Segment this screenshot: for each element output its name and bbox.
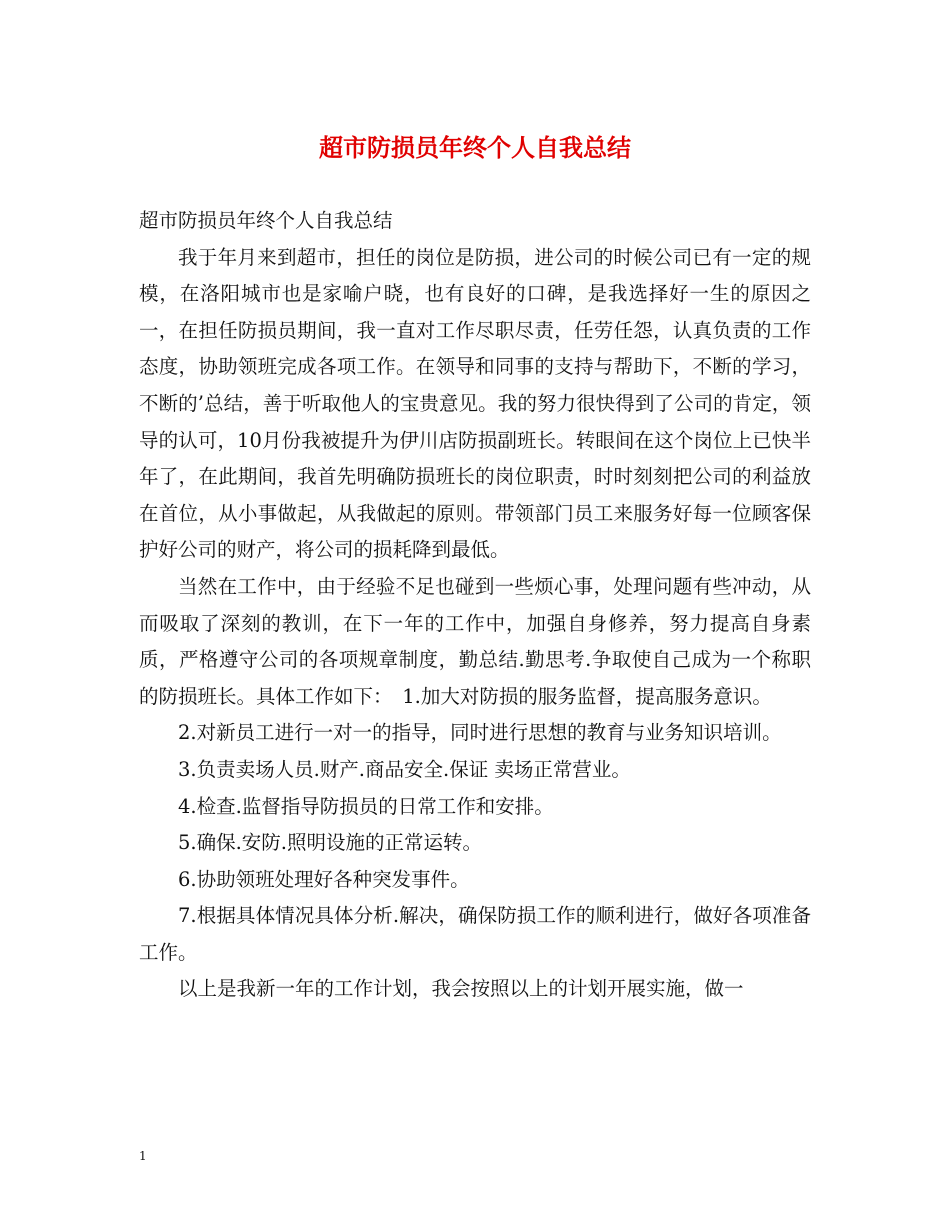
paragraph-8: 6.协助领班处理好各种突发事件。 <box>178 867 470 891</box>
paragraph-2: 我于年月来到超市，担任的岗位是防损，进公司的时候公司已有一定的规模，在洛阳城市也是家喻户晓，也有良好的口碑，是我选择好一生的原因之一，在担任防损员期间，我一直对工作尽职尽责，任劳任怨，认真负责的工作态度，协助领班完成各项工作。在领导和同事的支持与帮助下，不断的学习，不断的’总结，善于听取他人的宝贵意见。我的努力很快得到了公司的肯定，领导的认可，10月份我被提升为伊川店防损副班长。转眼间在这个岗位上已快半年了，在此期间，我首先明确防损班长的岗位职责，时时刻刻把公司的利益放在首位，从小事做起，从我做起的原则。带领部门员工来服务好每一位顾客保护好公司的财产，将公司的损耗降到最低。 <box>139 245 811 562</box>
paragraph-7: 5.确保.安防.照明设施的正常运转。 <box>178 831 483 855</box>
page-number: 1 <box>139 1149 147 1163</box>
document-title: 超市防损员年终个人自我总结 <box>319 133 631 162</box>
paragraph-6: 4.检查.监督指导防损员的日常工作和安排。 <box>178 794 554 818</box>
paragraph-9: 7.根据具体情况具体分析.解决，确保防损工作的顺利进行，做好各项准备工作。 <box>139 904 811 964</box>
paragraph-3: 当然在工作中，由于经验不足也碰到一些烦心事，处理问题有些冲动，从而吸取了深刻的教训，在下一年的工作中，加强自身修养，努力提高自身素质，严格遵守公司的各项规章制度，勤总结.勤思考.争取使自己成为一个称职的防损班长。具体工作如下： 1.加大对防损的服务监督，提高服务意识。 <box>139 574 811 708</box>
paragraph-10: 以上是我新一年的工作计划，我会按照以上的计划开展实施，做一 <box>178 977 744 1001</box>
document-body <box>139 203 811 1008</box>
paragraph-4: 2.对新员工进行一对一的指导，同时进行思想的教育与业务知识培训。 <box>178 721 782 745</box>
paragraph-5: 3.负责卖场人员.财产.商品安全.保证 卖场正常营业。 <box>178 757 631 781</box>
paragraph-1: 超市防损员年终个人自我总结 <box>139 209 393 232</box>
